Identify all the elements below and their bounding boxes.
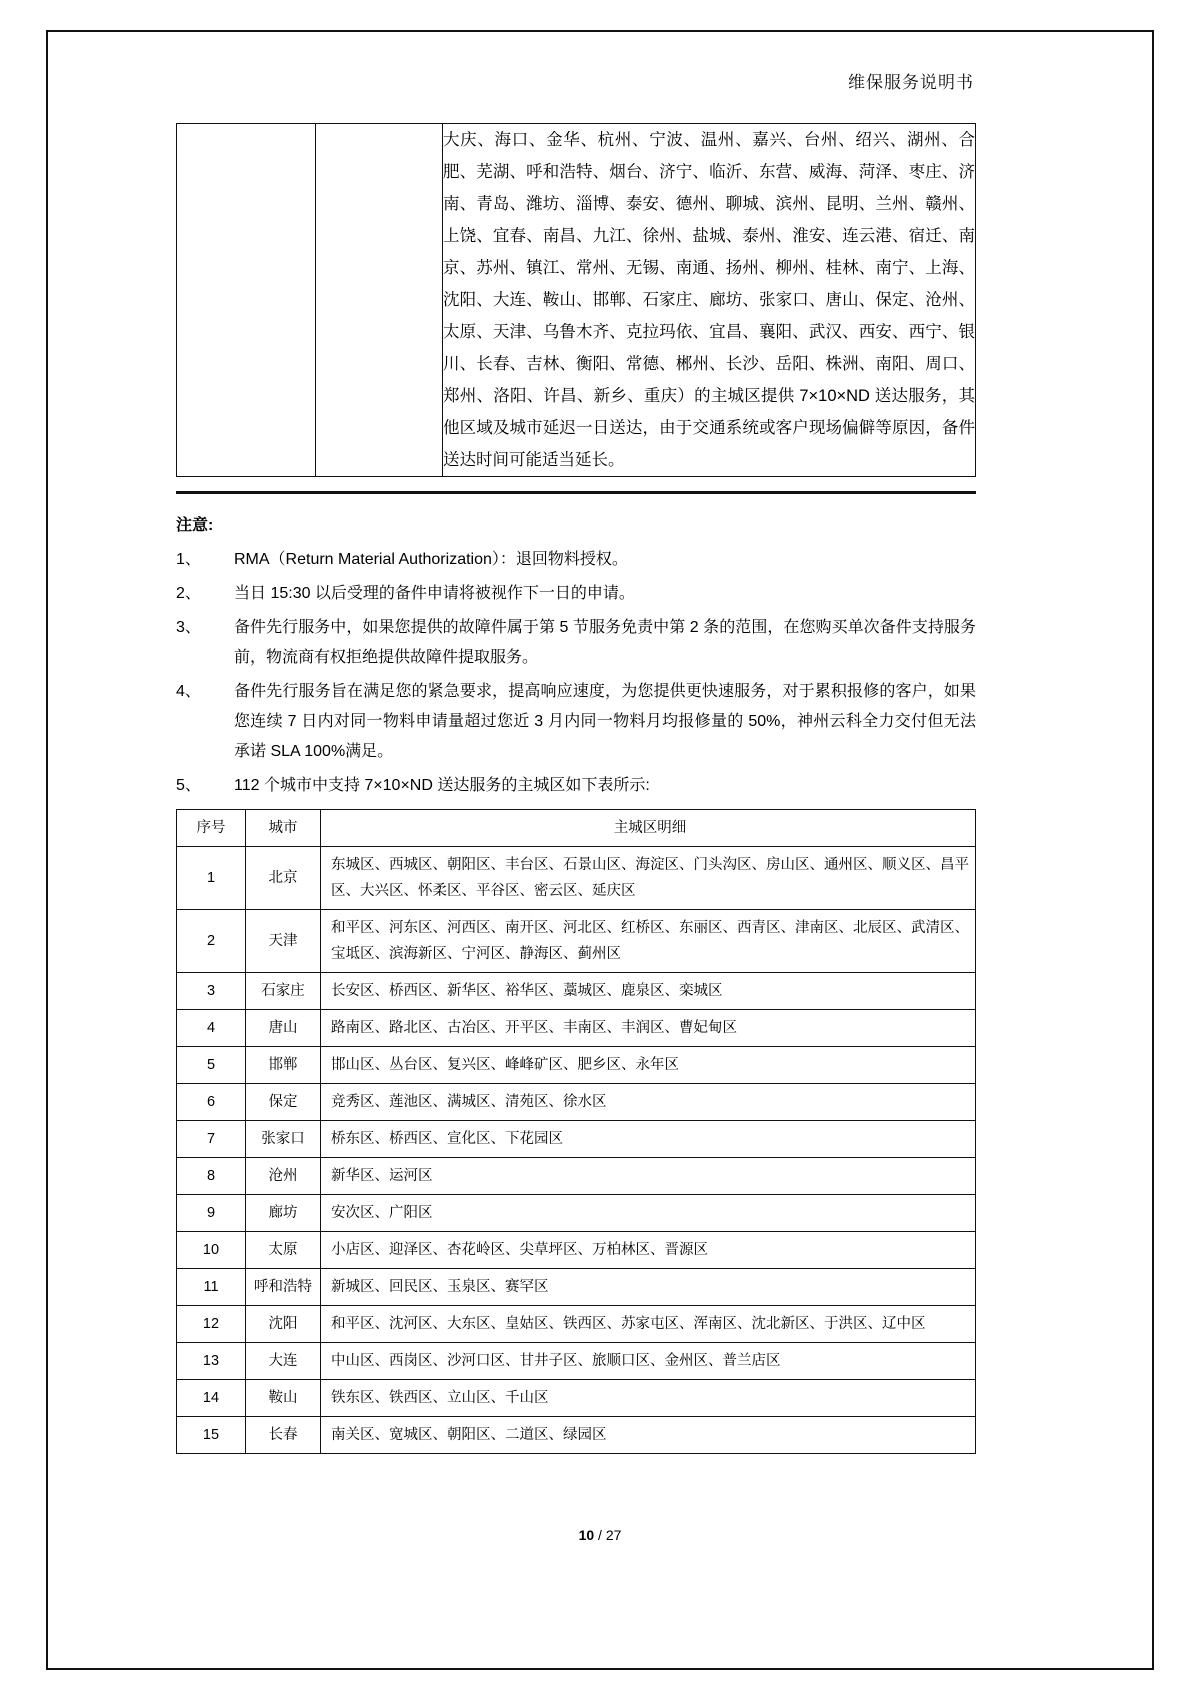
list-item-number: 5、 [176,777,201,794]
cell-index: 4 [177,1010,246,1047]
cell-city: 大连 [246,1343,321,1380]
cell-index: 2 [177,910,246,973]
table-row [177,910,976,973]
cell-index: 14 [177,1380,246,1417]
page-footer [0,1527,1200,1543]
cell-index: 3 [177,973,246,1010]
cell-city: 沈阳 [246,1306,321,1343]
list-item [176,545,976,575]
city-district-table [176,809,976,1454]
table-row [177,1158,976,1195]
cell-index: 5 [177,1047,246,1084]
continued-city-list-text: 大庆、海口、金华、杭州、宁波、温州、嘉兴、台州、绍兴、湖州、合肥、芜湖、呼和浩特、烟台、济宁、临沂、东营、威海、菏泽、枣庄、济南、青岛、潍坊、淄博、泰安、德州、聊城、滨州、昆明、兰州、赣州、上饶、宜春、南昌、九江、徐州、盐城、泰州、淮安、连云港、宿迁、南京、苏州、镇江、常州、无锡、南通、扬州、柳州、桂林、南宁、上海、沈阳、大连、鞍山、邯郸、石家庄、廊坊、张家口、唐山、保定、沧州、太原、天津、乌鲁木齐、克拉玛依、宜昌、襄阳、武汉、西安、西宁、银川、长春、吉林、衡阳、常德、郴州、长沙、岳阳、株洲、南阳、周口、郑州、洛阳、许昌、新乡、重庆）的主城区提供 7×10×ND 送达服务，其他区域及城市延迟一日送达，由于交通系统或客户现场偏僻等原因，备件送达时间可能适当延长。 [443,124,976,477]
cell-detail: 新华区、运河区 [321,1158,976,1195]
cell-detail: 铁东区、铁西区、立山区、千山区 [321,1380,976,1417]
list-item [176,579,976,609]
cell-detail: 竞秀区、莲池区、满城区、清苑区、徐水区 [321,1084,976,1121]
page-content [176,68,976,1454]
table-row [177,1047,976,1084]
cell-index: 13 [177,1343,246,1380]
cell-index: 6 [177,1084,246,1121]
table-row [177,1121,976,1158]
table-row [177,847,976,910]
table-row [177,1306,976,1343]
cell-city: 鞍山 [246,1380,321,1417]
cell-index: 9 [177,1195,246,1232]
table-header [177,810,976,847]
cell-index: 1 [177,847,246,910]
cell-detail: 和平区、沈河区、大东区、皇姑区、铁西区、苏家屯区、浑南区、沈北新区、于洪区、辽中区 [321,1306,976,1343]
cell-detail: 南关区、宽城区、朝阳区、二道区、绿园区 [321,1417,976,1454]
table-row [177,1269,976,1306]
cell-city: 廊坊 [246,1195,321,1232]
cell-city: 邯郸 [246,1047,321,1084]
cell-detail: 路南区、路北区、古冶区、开平区、丰南区、丰润区、曹妃甸区 [321,1010,976,1047]
list-item-number: 1、 [176,551,201,568]
table-header-row [177,810,976,847]
cell-detail: 和平区、河东区、河西区、南开区、河北区、红桥区、东丽区、西青区、津南区、北辰区、武清区、宝坻区、滨海新区、宁河区、静海区、蓟州区 [321,910,976,973]
list-item-text: RMA（Return Material Authorization）：退回物料授权。 [234,551,628,568]
cell-city: 保定 [246,1084,321,1121]
cell-detail: 长安区、桥西区、新华区、裕华区、藁城区、鹿泉区、栾城区 [321,973,976,1010]
cell-detail: 桥东区、桥西区、宣化区、下花园区 [321,1121,976,1158]
table-row [177,1195,976,1232]
cell-detail: 安次区、广阳区 [321,1195,976,1232]
list-item-text: 备件先行服务旨在满足您的紧急要求，提高响应速度，为您提供更快速服务，对于累积报修的客户，如果您连续 7 日内对同一物料申请量超过您近 3 月内同一物料月均报修量的 50%，神州云科全力交付但无法承诺 SLA 100%满足。 [234,683,976,760]
list-item [176,677,976,767]
continued-col1-empty [177,124,316,477]
section-divider [176,491,976,494]
cell-detail: 新城区、回民区、玉泉区、赛罕区 [321,1269,976,1306]
table-row [177,1343,976,1380]
table-row [177,973,976,1010]
continued-col2-empty [316,124,443,477]
cell-index: 7 [177,1121,246,1158]
list-item-text: 当日 15:30 以后受理的备件申请将被视作下一日的申请。 [234,585,635,602]
continued-city-table [176,123,976,477]
cell-city: 呼和浩特 [246,1269,321,1306]
cell-index: 11 [177,1269,246,1306]
list-item-number: 2、 [176,585,201,602]
list-item-number: 4、 [176,683,201,700]
footer-separator: / [598,1527,602,1543]
table-row [177,124,976,477]
cell-city: 张家口 [246,1121,321,1158]
cell-index: 10 [177,1232,246,1269]
column-header-city: 城市 [246,810,321,847]
cell-detail: 中山区、西岗区、沙河口区、甘井子区、旅顺口区、金州区、普兰店区 [321,1343,976,1380]
cell-index: 12 [177,1306,246,1343]
document-header-title: 维保服务说明书 [848,73,974,92]
list-item-text: 备件先行服务中，如果您提供的故障件属于第 5 节服务免责中第 2 条的范围，在您购买单次备件支持服务前，物流商有权拒绝提供故障件提取服务。 [234,619,976,666]
table-row [177,1417,976,1454]
table-body [177,847,976,1454]
list-item-text: 112 个城市中支持 7×10×ND 送达服务的主城区如下表所示: [234,777,650,794]
cell-city: 石家庄 [246,973,321,1010]
cell-city: 沧州 [246,1158,321,1195]
list-item-number: 3、 [176,619,201,636]
cell-index: 15 [177,1417,246,1454]
list-item [176,771,976,801]
cell-city: 长春 [246,1417,321,1454]
table-row [177,1380,976,1417]
footer-page-number: 10 [578,1527,595,1543]
cell-city: 北京 [246,847,321,910]
cell-detail: 东城区、西城区、朝阳区、丰台区、石景山区、海淀区、门头沟区、房山区、通州区、顺义区、昌平区、大兴区、怀柔区、平谷区、密云区、延庆区 [321,847,976,910]
notes-heading: 注意: [176,517,214,534]
footer-total-pages: 27 [605,1527,622,1543]
cell-detail: 小店区、迎泽区、杏花岭区、尖草坪区、万柏林区、晋源区 [321,1232,976,1269]
cell-index: 8 [177,1158,246,1195]
table-row [177,1232,976,1269]
column-header-index: 序号 [177,810,246,847]
column-header-detail: 主城区明细 [321,810,976,847]
cell-city: 唐山 [246,1010,321,1047]
cell-detail: 邯山区、丛台区、复兴区、峰峰矿区、肥乡区、永年区 [321,1047,976,1084]
cell-city: 天津 [246,910,321,973]
table-row [177,1084,976,1121]
table-row [177,1010,976,1047]
notes-list [176,545,976,801]
list-item [176,613,976,673]
cell-city: 太原 [246,1232,321,1269]
